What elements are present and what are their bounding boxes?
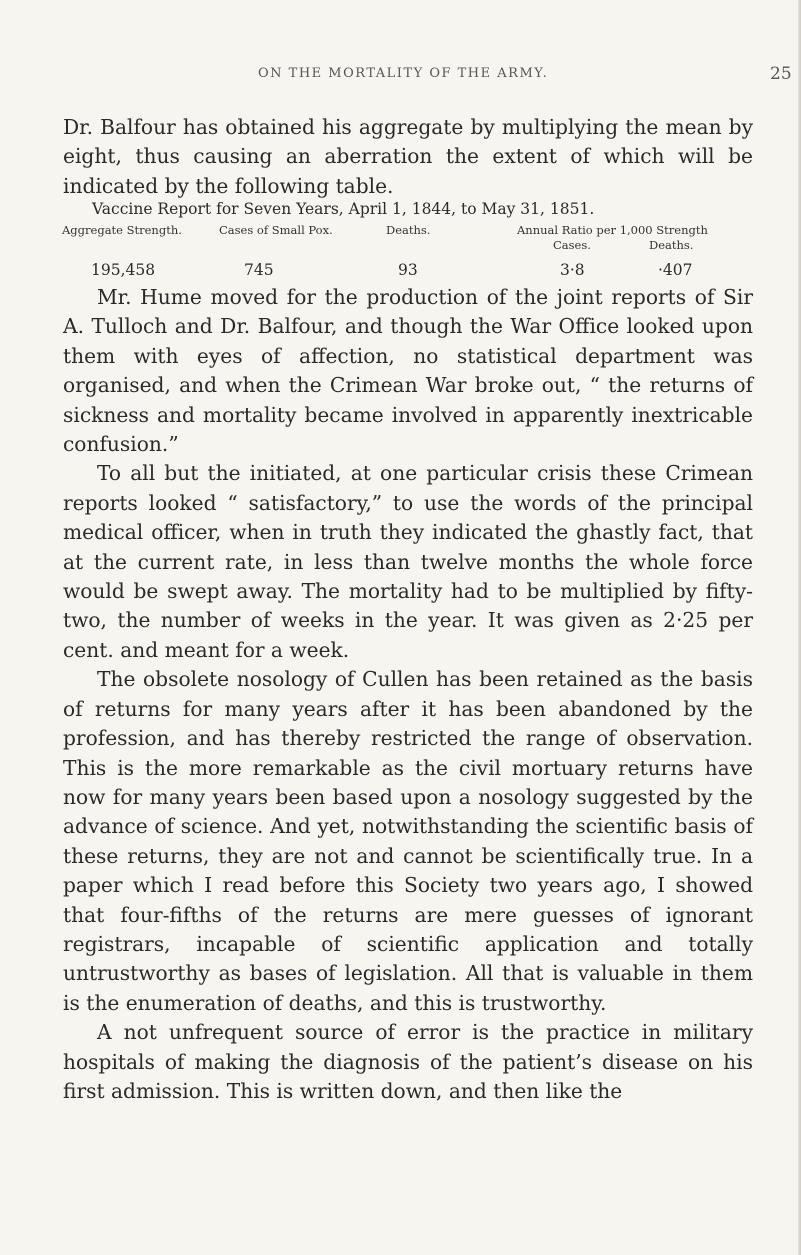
value-deaths: 93 bbox=[398, 261, 418, 279]
header-ratio-deaths: Deaths. bbox=[649, 238, 694, 252]
paragraph: The obsolete nosology of Cullen has been retained as the basis of returns for many years after it has been abandoned by the profession, and has thereby restricted the range of observation. This is the more remarkable as the civil mortuary returns have now for many years been based upon a nosology suggested by the advance of science. And yet, notwithstanding the scientific basis of these returns, they are not and cannot be scientifically true. In a paper which I read before this Society two years ago, I showed that four-fifths of the returns are mere guesses of ignorant registrars, incapable of scientific application and totally untrustworthy as bases of legislation. All that is valuable in them is the enumeration of deaths, and this is trustworthy. bbox=[63, 667, 753, 1015]
header-cases-small-pox: Cases of Small Pox. bbox=[219, 223, 333, 237]
header-aggregate-strength: Aggregate Strength. bbox=[62, 223, 182, 237]
header-deaths: Deaths. bbox=[386, 223, 431, 237]
page-header bbox=[0, 66, 801, 90]
body-text bbox=[63, 283, 753, 1106]
header-ratio-cases: Cases. bbox=[553, 238, 591, 252]
running-head: ON THE MORTALITY OF THE ARMY. bbox=[258, 66, 549, 81]
page-number: 25 bbox=[770, 64, 792, 84]
paragraph: A not unfrequent source of error is the practice in military hospitals of making the diagnosis of the patient’s disease on his first admission. This is written down, and then like the bbox=[63, 1020, 753, 1103]
value-ratio-deaths: ·407 bbox=[658, 261, 693, 279]
paragraph: To all but the initiated, at one particular crisis these Crimean reports looked “ satisfactory,” to use the words of the principal medical officer, when in truth they indicated the ghastly fact, that at the current rate, in less than twelve months the whole force would be swept away. The mortality had to be multiplied by fifty-two, the number of weeks in the year. It was given as 2·25 per cent. and meant for a week. bbox=[63, 461, 753, 662]
value-cases-small-pox: 745 bbox=[244, 261, 274, 279]
paragraph: Mr. Hume moved for the production of the joint reports of Sir A. Tulloch and Dr. Balfour, and though the War Office looked upon them with eyes of affection, no statistical department was organised, and when the Crimean War broke out, “ the returns of sickness and mortality became involved in apparently inextricable confusion.” bbox=[63, 285, 753, 457]
value-ratio-cases: 3·8 bbox=[560, 261, 585, 279]
paragraph-intro: Dr. Balfour has obtained his aggregate by multiplying the mean by eight, thus causing an aberration the extent of which will be indicated by the following table. bbox=[63, 115, 753, 198]
table-caption: Vaccine Report for Seven Years, April 1, 1844, to May 31, 1851. bbox=[92, 200, 595, 218]
header-annual-ratio: Annual Ratio per 1,000 Strength bbox=[517, 223, 708, 237]
value-aggregate-strength: 195,458 bbox=[91, 261, 156, 279]
